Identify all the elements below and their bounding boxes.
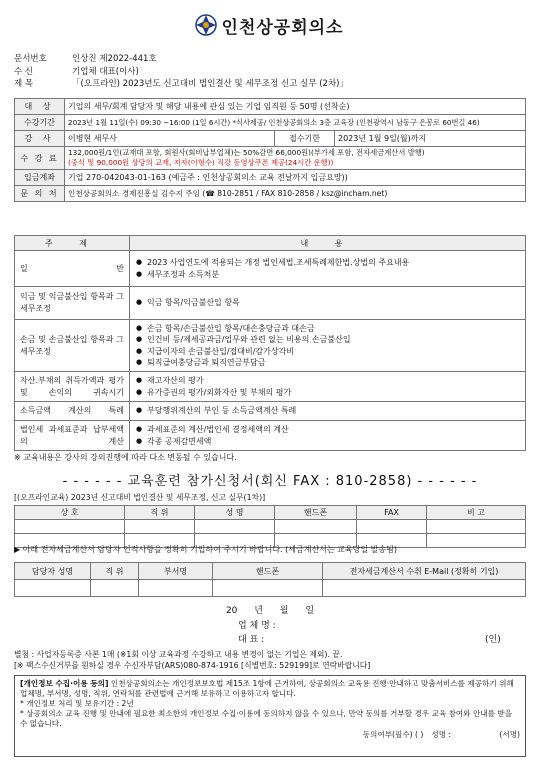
remarks-input[interactable] [427,520,526,534]
topic-label: 손금 및 손금불산입 항목과 그 세무조정 [15,320,130,372]
seal-mark: (인) [485,635,501,645]
contact-value: 인천상공회의소 경제진흥실 김수지 주임 (☎ 810-2851 / FAX 810-2858 / ksz@incham.net) [65,186,526,202]
target-label: 대 상 [15,99,65,115]
meta-value: 「(오프라인) 2023년도 신고대비 법인결산 및 세무조정 신고 실무 (2차)」 [72,79,348,89]
topic-item: ● 재고자산의 평가 [147,375,522,387]
signature-label: 성명 : [431,730,452,739]
topic-item: ● 손금 항목/손금불산입 항목/대손충당금과 대손금 [147,323,522,335]
document-meta [14,53,526,91]
fee-value [65,147,526,170]
consent-checkbox[interactable]: 동의여부(필수) ( ) [362,730,424,739]
privacy-lead: [개인정보 수집·이용 동의] [20,679,109,688]
topic-item: ● 퇴직급여충당금과 퇴직연금부담금 [147,357,522,369]
fax-input[interactable] [357,520,427,534]
topic-item: ● 과세표준의 계산/법인세 결정세액의 계산 [147,424,522,436]
representative-sign-label: 대 표 : [238,635,265,645]
topic-content [130,421,526,451]
invoice-contact-table [14,562,526,597]
meta-key: 문서번호 [14,54,47,64]
topic-content [130,402,526,421]
position-input[interactable] [125,520,195,534]
account-label: 입금계좌 [15,170,65,186]
name-input[interactable] [195,520,275,534]
topic-label: 일 반 [15,251,130,287]
org-name: 인천상공회의소 [221,17,344,38]
topic-content [130,287,526,320]
mobile-input[interactable] [213,580,323,597]
instructor-value: 이병현 세무사 [65,131,275,147]
account-value: 기업 270-042043-01-163 (예금주 : 인천상공회의소 교육 전날까지 입금요망)) [65,170,526,186]
department-input[interactable] [139,580,213,597]
topic-content [130,372,526,402]
application-subtitle: [(오프라인교육) 2023년 신고대비 법인결산 및 세무조정, 신고 실무(1차)] [14,493,266,502]
curriculum-table [14,235,526,451]
privacy-text [20,679,520,699]
topic-label: 익금 및 익금불산입 항목과 그 세무조정 [15,287,130,320]
topic-label: 자산.부채의 취득가액과 평가 및 손익의 귀속시기 [15,372,130,402]
fee-label: 수 강 료 [15,147,65,170]
mobile-input[interactable] [275,520,357,534]
attachment-note: 별첨 : 사업자등록증 사본 1매 (※1회 이상 교육과정 수강하고 내용 변경이 없는 기업은 제외). 끝. [14,650,343,659]
topic-label: 법인세 과세표준과 납부세액의 계산 [15,421,130,451]
privacy-refusal: * 상공회의소 교육 진행 및 안내에 필요한 최소한의 개인정보 수집·이용에 동의하지 않을 수 있으나, 만약 동의를 거부할 경우 교육 참여와 안내를 받을 수 없습니다. [20,709,513,728]
col-mobile: 핸드폰 [275,506,357,520]
fee-benefit-line: (중식 및 90,000원 상당의 교재, 저자(이형수) 직강 동영상쿠폰 제공(24시간 운행)) [68,158,334,167]
topic-item: ● 지급이자의 손금불산입/접대비/감가상각비 [147,346,522,358]
col-email: 전자세금계산서 수취 E-Mail (정확히 기입) [323,563,526,580]
contact-label: 문 의 처 [15,186,65,202]
meta-key: 수 신 [14,66,34,77]
topic-item: ● 세무조정과 소득처분 [147,269,522,281]
col-mobile: 핸드폰 [213,563,323,580]
meta-key: 제 목 [14,79,34,89]
meta-row-recipient [14,66,526,79]
fax-optout-note: [※ 팩스수신거부를 원하실 경우 수신자부담(ARS)080-874-1916 [식별번호: 529199]로 연락바랍니다] [14,661,371,670]
col-name: 성 명 [195,506,275,520]
topic-content [130,320,526,372]
fine-print [14,649,526,671]
meta-value: 인상진 제2022-441호 [72,54,157,64]
col-position: 직 위 [125,506,195,520]
privacy-signature-row [20,730,520,740]
content-header: 내 용 [130,236,526,251]
position-input[interactable] [91,580,139,597]
instructor-label: 강 사 [15,131,65,147]
application-title: - - - - - - 교육훈련 참가신청서(회신 FAX : 810-2858) - - - - - - [62,474,478,489]
target-value: 기업의 세무/회계 담당자 및 해당 내용에 관심 있는 기업 임직원 등 50명 (선착순) [65,99,526,115]
chamber-logo-icon [195,14,217,36]
col-department: 부서명 [139,563,213,580]
course-info-table [14,98,526,202]
schedule-label: 수강기간 [15,115,65,131]
topic-label: 소득금액 계산의 특례 [15,402,130,421]
topic-item: ● 부당행위계산의 부인 등 소득금액계산 특례 [147,405,522,417]
topic-header: 주 제 [15,236,130,251]
application-row [15,520,526,534]
privacy-line: 인천상공회의소는 개인정보보호법 제15조 1항에 근거하여, 상공회의소 교육용 진행·안내하고 맞춤서비스를 제공하기 위해 업체명, 부서명, 성명, 직위, 연락처를 관련법에 근거해 보유하고 이용하고자 합니다. [20,679,514,698]
privacy-consent-box [14,675,526,757]
col-manager: 담당자 성명 [15,563,91,580]
col-company: 상 호 [15,506,125,520]
company-sign-label: 업 체 명 : [238,621,276,631]
col-position: 직 위 [91,563,139,580]
application-table [14,505,526,548]
privacy-retention: * 개인정보 처리 및 보유기간 : 2년 [20,699,134,708]
meta-row-docno [14,53,526,66]
col-remarks: 비 고 [427,506,526,520]
topic-item: ● 각종 공제감면세액 [147,436,522,448]
topic-item: ● 익금 항목/익금불산입 항목 [147,297,522,309]
invoice-notice: ▶ 아래 전자세금계산서 담당자 인적사항을 정확히 기입하여 주시기 바랍니다. (세금계산서는 교육당일 발송됨) [14,545,397,554]
meta-row-subject [14,78,526,91]
invoice-contact-row [15,580,526,597]
topic-item: ● 2023 사업연도에 적용되는 개정 법인세법.조세특례제한법.상법의 주요내용 [147,257,522,269]
email-input[interactable] [323,580,526,597]
date-line: 20 년 월 일 [225,606,315,616]
topic-content [130,251,526,287]
company-input[interactable] [15,520,125,534]
deadline-value: 2023년 1월 9일(월)까지 [335,131,526,147]
signature-suffix: (서명) [499,730,520,739]
org-logo [0,10,538,40]
fee-line: 132,000원/1인(교재대 포함, 회원사(회비납부업체)는 50%감면 66,000원)(부가세 포함, 전자세금계산서 발행) [68,148,425,157]
schedule-value: 2023년 1월 11일(수) 09:30 ~16:00 (1일 6시간) *식사제공/ 인천상공회의소 3층 교육장 (인천광역시 남동구 은봉로 60번길 46) [65,115,526,131]
topic-item: ● 인건비 등/제세공과금/업무와 관련 없는 비용의 손금불산입 [147,334,522,346]
content-change-note: ※ 교육내용은 강사의 강의진행에 따라 다소 변동될 수 있습니다. [14,453,237,462]
meta-value: 기업체 대표(이사) [72,66,139,77]
deadline-label: 접수기한 [275,131,335,147]
manager-input[interactable] [15,580,91,597]
topic-item: ● 유가증권의 평가/외화자산 및 부채의 평가 [147,387,522,399]
col-fax: FAX [357,506,427,520]
